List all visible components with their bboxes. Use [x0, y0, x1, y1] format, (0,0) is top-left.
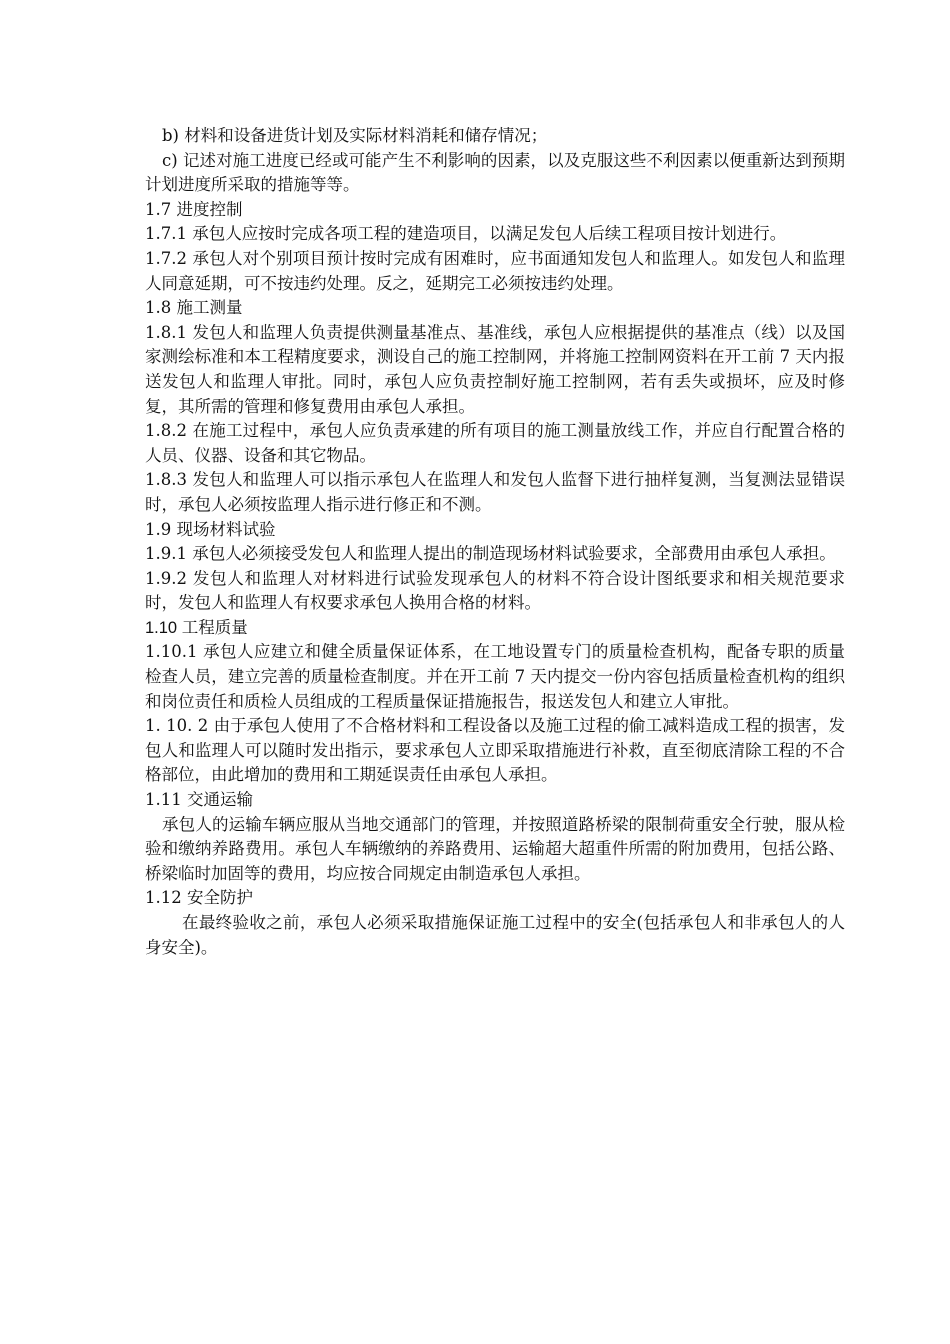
paragraph-1-7-2: 1.7.2 承包人对个别项目预计按时完成有困难时，应书面通知发包人和监理人。如发包人和监理人同意延期，可不按违约处理。反之，延期完工必须按违约处理。 [145, 248, 845, 293]
paragraph-1-12: 在最终验收之前，承包人必须采取措施保证施工过程中的安全(包括承包人和非承包人的人身安全)。 [145, 913, 845, 957]
paragraph-c: c) 记述对施工进度已经或可能产生不利影响的因素，以及克服这些不利因素以便重新达到预期计划进度所采取的措施等等。 [145, 150, 845, 195]
section-heading-1-11: 1.11 交通运输 [145, 790, 253, 810]
paragraph-b: b) 材料和设备进货计划及实际材料消耗和储存情况； [162, 126, 548, 145]
document-body [145, 124, 845, 960]
section-heading-1-10: 1.10 工程质量 [145, 618, 248, 637]
paragraph-1-8-3: 1.8.3 发包人和监理人可以指示承包人在监理人和发包人监督下进行抽样复测，当复测法显错误时，承包人必须按监理人指示进行修正和不测。 [145, 470, 845, 514]
paragraph-1-10-1: 1.10.1 承包人应建立和健全质量保证体系，在工地设置专门的质量检查机构，配备专职的质量检查人员，建立完善的质量检查制度。并在开工前 7 天内提交一份内容包括质量检查机构的组织和岗位责任和质检人员组成的工程质量保证措施报告，报送发包人和建立人审批。 [145, 642, 845, 711]
paragraph-1-11: 承包人的运输车辆应服从当地交通部门的管理，并按照道路桥梁的限制荷重安全行驶，服从检验和缴纳养路费用。承包人车辆缴纳的养路费用、运输超大超重件所需的附加费用，包括公路、桥梁临时加固等的费用，均应按合同规定由制造承包人承担。 [145, 814, 845, 883]
paragraph-1-8-2: 1.8.2 在施工过程中，承包人应负责承建的所有项目的施工测量放线工作，并应自行配置合格的人员、仪器、设备和其它物品。 [145, 421, 845, 465]
paragraph-1-8-1: 1.8.1 发包人和监理人负责提供测量基准点、基准线，承包人应根据提供的基准点（线）以及国家测绘标准和本工程精度要求，测设自己的施工控制网，并将施工控制网资料在开工前 7 天内报送发包人和监理人审批。同时，承包人应负责控制好施工控制网，若有丢失或损坏，应及时修复，其所需的管理和修复费用由承包人承担。 [145, 322, 845, 416]
section-heading-1-12: 1.12 安全防护 [145, 888, 253, 908]
section-heading-1-8: 1.8 施工测量 [145, 298, 243, 318]
section-heading-1-9: 1.9 现场材料试验 [145, 519, 276, 539]
paragraph-1-7-1: 1.7.1 承包人应按时完成各项工程的建造项目，以满足发包人后续工程项目按计划进行。 [145, 224, 787, 244]
paragraph-1-9-1: 1.9.1 承包人必须接受发包人和监理人提出的制造现场材料试验要求，全部费用由承包人承担。 [145, 544, 836, 564]
section-heading-1-7: 1.7 进度控制 [145, 199, 243, 219]
paragraph-1-9-2: 1.9.2 发包人和监理人对材料进行试验发现承包人的材料不符合设计图纸要求和相关规范要求时，发包人和监理人有权要求承包人换用合格的材料。 [145, 568, 845, 613]
paragraph-1-10-2: 1. 10. 2 由于承包人使用了不合格材料和工程设备以及施工过程的偷工减料造成工程的损害，发包人和监理人可以随时发出指示，要求承包人立即采取措施进行补救，直至彻底清除工程的不合格部位，由此增加的费用和工期延误责任由承包人承担。 [145, 716, 845, 785]
